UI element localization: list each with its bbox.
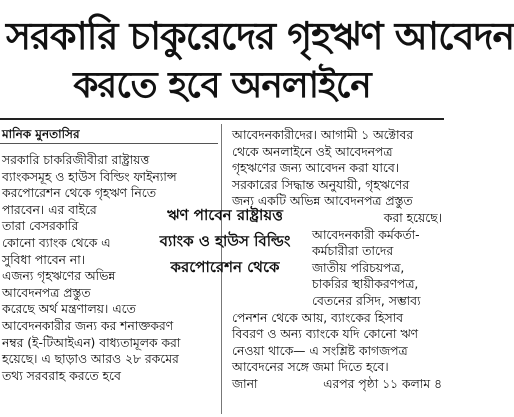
body-line-end: জানা xyxy=(232,376,258,391)
headline-line-1: সরকারি চাকুরেদের গৃহঋণ আবেদন xyxy=(6,14,514,58)
body-line: জাতীয় পরিচয়পত্র, xyxy=(312,260,405,275)
body-line: জন্য একটি অভিন্ন আবেদনপত্র প্রস্তুত xyxy=(232,194,413,209)
body-line xyxy=(232,376,442,393)
body-line: বিবরণ ও অন্য ব্যাংকে যদি কোনো ঋণ xyxy=(232,327,418,342)
body-line: আবেদনপত্র প্রস্তুত xyxy=(2,285,91,300)
body-line: বেতনের রসিদ, সম্ভাব্য xyxy=(312,293,421,308)
jump-line: এরপর পৃষ্ঠা ১১ কলাম ৪ xyxy=(323,376,442,391)
byline-rule xyxy=(0,143,218,144)
body-line: তথ্য সরবরাহ করতে হবে xyxy=(2,368,121,383)
body-line: হয়েছে। এ ছাড়াও আরও ২৮ রকমের xyxy=(2,352,179,367)
body-line: তারা বেসরকারি xyxy=(2,219,79,234)
body-line: আবেদনকারীর জন্য কর শনাক্তকরণ xyxy=(2,318,174,333)
body-line: নম্বর (ই-টিআইএন) বাধ্যতামূলক করা xyxy=(2,335,181,350)
body-line: ব্যাংকসমূহ ও হাউস বিল্ডিং ফাইন্যান্স xyxy=(2,169,177,184)
body-line: আবেদনকারীদের। আগামী ১ অক্টোবর xyxy=(232,128,414,142)
pull-quote xyxy=(0,196,444,306)
body-line: কোনো ব্যাংক থেকে এ xyxy=(2,235,111,250)
body-line: করপোরেশন থেকে গৃহঋণ নিতে xyxy=(2,186,156,201)
body-line: আবেদনকারী কর্মকর্তা- xyxy=(312,227,420,242)
headline-rule xyxy=(0,118,444,120)
headline xyxy=(0,0,514,116)
body-line: চাকরির স্থায়ীকরণপত্র, xyxy=(312,277,419,292)
headline-line-2: করতে হবে অনলাইনে xyxy=(73,65,371,106)
body-line: থেকে অনলাইনে ওই আবেদনপত্র xyxy=(232,144,393,159)
body-line: সুবিধা পাবেন না। xyxy=(2,252,86,267)
body-line: নেওয়া থাকে— এ সংশ্লিষ্ট কাগজপত্র xyxy=(232,343,408,358)
body-line: গৃহঋণের জন্য আবেদন করা যাবে। xyxy=(232,161,400,176)
body-line: কর্মচারীরা তাদের xyxy=(312,244,394,259)
body-line: সরকারের সিদ্ধান্ত অনুযায়ী, গৃহঋণের xyxy=(232,177,410,192)
body-line: করা হয়েছে। xyxy=(383,210,442,225)
body-line: পারবেন। এর বাইরে xyxy=(2,202,97,217)
pull-quote-line: করপোরেশন থেকে xyxy=(170,258,280,276)
body-line: আবেদনের সঙ্গে জমা দিতে হবে। xyxy=(232,360,389,375)
body-line: পেনশন থেকে আয়, ব্যাংকের হিসাব xyxy=(232,310,404,325)
body-line: করেছে অর্থ মন্ত্রণালয়। এতে xyxy=(2,302,136,317)
byline: মানিক মুনতাসির xyxy=(2,127,80,141)
pull-quote-line: ঋণ পাবেন রাষ্ট্রায়ত্ত xyxy=(167,206,283,224)
body-line: এজন্য গৃহঋণের অভিন্ন xyxy=(2,269,116,284)
body-line: সরকারি চাকরিজীবীরা রাষ্ট্রায়ত্ত xyxy=(2,153,150,167)
pull-quote-line: ব্যাংক ও হাউস বিল্ডিং xyxy=(159,232,291,250)
